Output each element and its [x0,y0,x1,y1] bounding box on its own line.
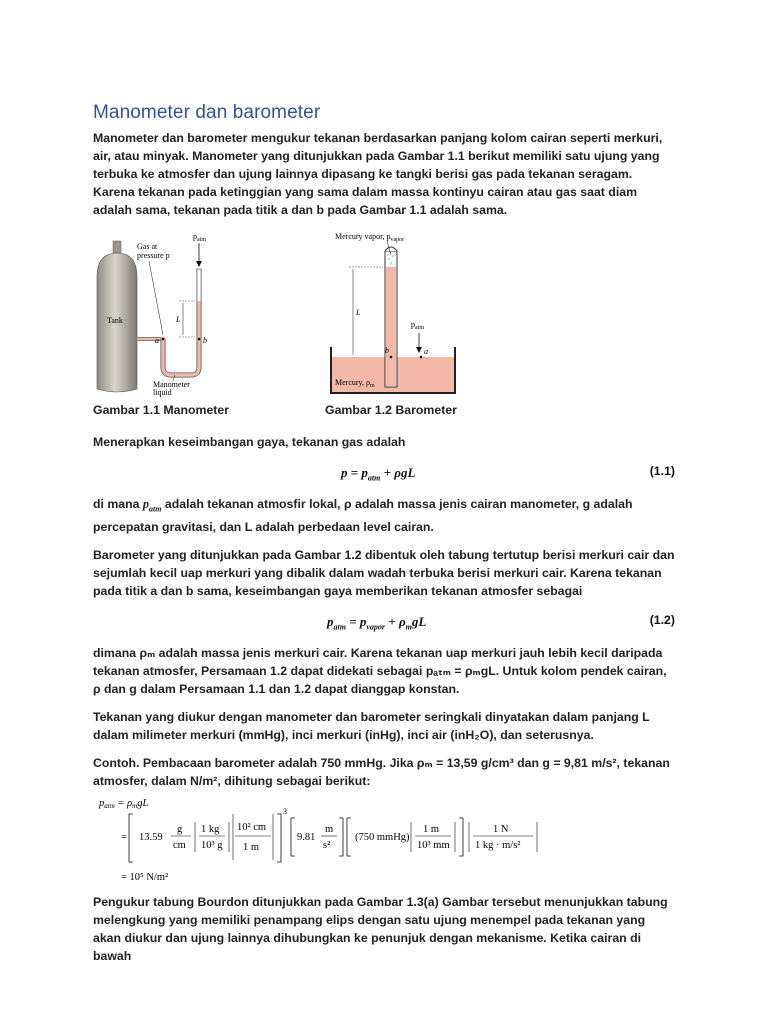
svg-text:10³ g: 10³ g [201,840,223,852]
fig1-a-label: a [155,336,159,345]
svg-text:10³ mm: 10³ mm [417,840,450,852]
paragraph-force-balance: Menerapkan keseimbangan gaya, tekanan gas adalah [93,435,406,449]
svg-text:cm: cm [173,840,186,852]
svg-text:1 kg · m/s²: 1 kg · m/s² [475,840,521,852]
fig2-a-label: a [424,347,428,356]
caption-fig-1-1: Gambar 1.1 Manometer [93,403,229,417]
equation-1-2: $p_{atm} = p_{vapor} + \rho_mgL$ (1.2) [327,613,675,633]
paragraph-bourdon: Pengukur tabung Bourdon ditunjukkan pada Gambar 1.3(a) Gambar tersebut menunjukkan tabung melengkung yang memiliki penampang elips dengan satu ujung menempel pada tekanan yang akan diukur dan ujung lainnya dihubungkan ke penunjuk dengan mekanisme. Ketika cairan di bawah [93,895,668,964]
svg-text:1 m: 1 m [423,824,440,836]
calculation-figure [93,794,543,886]
svg-text:m: m [325,824,334,836]
paragraph-mercury-density: dimana ρₘ adalah massa jenis merkuri cair. Karena tekanan uap merkuri jauh lebih kecil daripada tekanan atmosfer, Persamaan 1.2 dapat didekati sebagai pₐₜₘ = ρₘgL. Untuk kolom pendek cairan, ρ dan g dalam Persamaan 1.1 dan 1.2 dapat dianggap konstan. [93,646,667,697]
svg-text:1 m: 1 m [243,842,260,854]
caption-fig-1-2: Gambar 1.2 Barometer [325,403,457,417]
fig1-liquid-label-2: liquid [153,388,172,397]
fig1-patm-label: $p_{atm}$ [193,232,206,243]
fig1-liquid-label-1: Manometer [153,380,190,389]
svg-text:s²: s² [323,840,331,852]
svg-text:10² cm: 10² cm [237,822,267,834]
paragraph-barometer: Barometer yang ditunjukkan pada Gambar 1.2 dibentuk oleh tabung tertutup berisi merkuri cair dan sejumlah kecil uap merkuri yang dibalik dalam wadah terbuka berisi merkuri cair. Karena tekanan pada titik a dan b sama, keseimbangan gaya memberikan tekanan atmosfer sebagai [93,548,675,599]
svg-text:13.59: 13.59 [139,832,163,844]
paragraph-intro: Manometer dan barometer mengukur tekanan berdasarkan panjang kolom cairan seperti merkuri, air, atau minyak. Manometer yang ditunjukkan pada Gambar 1.1 berikut memiliki satu ujung yang terbuka ke atmosfer dan ujung lainnya dipasang ke tangki berisi gas pada tekanan seragam. Karena tekanan pada ketinggian yang sama dalam massa kontinyu cairan atau gas saat diam adalah sama, tekanan pada titik a dan b pada Gambar 1.1 adalah sama. [93,131,663,217]
figure-captions [93,401,675,423]
fig1-L-label: L [176,315,181,324]
paragraph-example: Contoh. Pembacaan barometer adalah 750 mmHg. Jika ρₘ = 13,59 g/cm³ dan g = 9,81 m/s², tekanan atmosfer, dalam N/m², dihitung sebagai berikut: [93,756,670,789]
fig2-vapor-label: Mercury vapor, $p_{vapor}$ [335,232,405,243]
fig1-tank-label: Tank [107,316,123,325]
svg-text:1 N: 1 N [493,824,509,836]
document-page [93,102,675,975]
figures-row [93,229,675,401]
svg-text:g: g [177,824,183,836]
svg-text:=: = [121,832,127,844]
svg-text:3: 3 [283,807,287,817]
svg-text:1 kg: 1 kg [201,824,220,836]
equation-number: (1.1) [649,464,675,478]
fig2-patm-label: $p_{atm}$ [411,320,424,331]
fig2-b-label: b [385,346,389,355]
fig2-L-label: L [356,308,361,317]
svg-text:patm = ρmgL: patm = ρmgL [99,798,149,811]
paragraph-where: di mana $p_{atm}$ adalah tekanan atmosfir lokal, ρ adalah massa jenis cairan manometer, g adalah percepatan gravitasi, dan L adalah perbedaan level cairan. [93,497,633,535]
paragraph-units: Tekanan yang diukur dengan manometer dan barometer seringkali dinyatakan dalam panjang L dalam milimeter merkuri (mmHg), inci merkuri (inHg), inci air (inH₂O), dan seterusnya. [93,710,650,743]
svg-text:(750 mmHg): (750 mmHg) [355,832,410,844]
equation-number: (1.2) [649,613,675,628]
fig2-mercury-label: Mercury, $\rho_m$ [335,378,375,389]
equation-1-1: $p = p_{atm} + \rho gL$ (1.1) [341,464,675,483]
barometer-figure [329,229,457,397]
svg-text:9.81: 9.81 [297,832,316,844]
section-heading: Manometer dan barometer [93,102,321,123]
svg-text:= 10⁵ N/m²: = 10⁵ N/m² [121,872,169,884]
manometer-figure [93,229,243,397]
fig1-gas-label-1: Gas at [137,242,158,251]
fig1-gas-label-2: pressure p [137,251,170,260]
fig1-b-label: b [203,336,207,345]
